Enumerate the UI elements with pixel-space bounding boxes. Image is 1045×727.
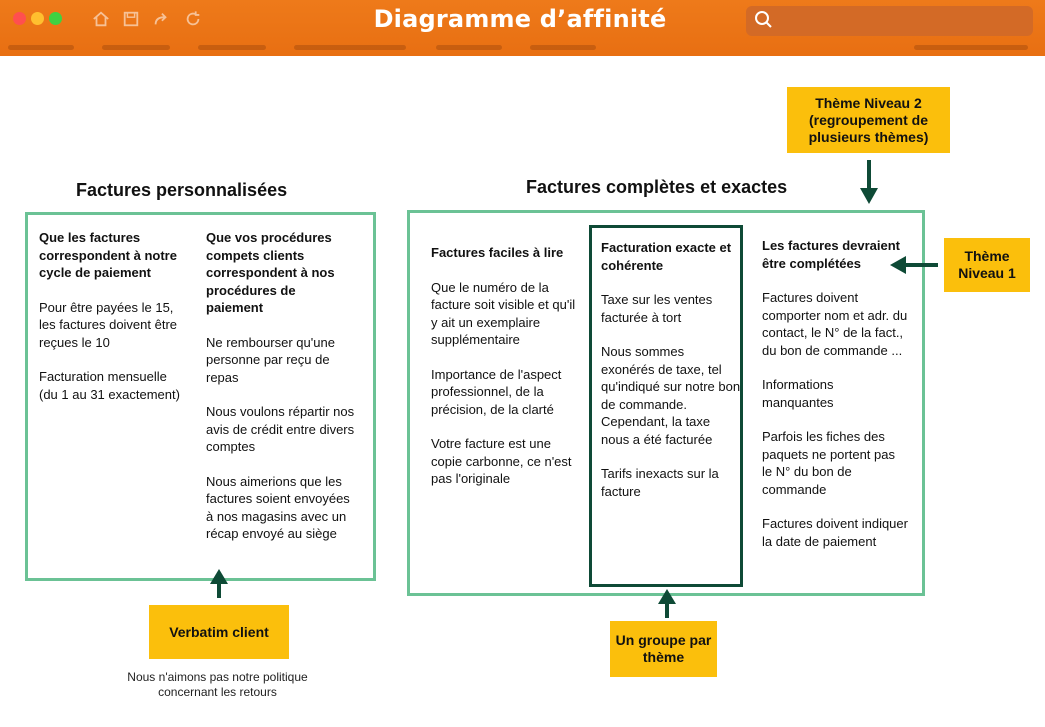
right-column-3 — [762, 237, 908, 567]
verbatim-item: Tarifs inexacts sur la facture — [601, 466, 719, 499]
toolbar-placeholder — [8, 45, 74, 50]
right-group-heading: Factures complètes et exactes — [526, 177, 788, 197]
verbatim-item: Nous sommes exonérés de taxe, tel qu'indiqué sur notre bon de commande. Cependant, la taxe nous a été facturée — [601, 344, 741, 447]
column-title: Que les factures correspondent à notre cycle de paiement — [39, 230, 177, 280]
right-column-1 — [431, 244, 579, 505]
maximize-window-button[interactable] — [49, 12, 62, 25]
verbatim-item: Ne rembourser qu'une personne par reçu de repas — [206, 334, 335, 385]
share-icon[interactable] — [152, 10, 170, 28]
verbatim-item: Parfois les fiches des paquets ne portent pas le N° du bon de commande — [762, 429, 895, 497]
footnote: Nous n'aimons pas notre politique concernant les retours — [127, 670, 308, 699]
verbatim-item: Importance de l'aspect professionnel, de la précision, de la clarté — [431, 366, 562, 417]
arrow-up-icon — [208, 568, 230, 598]
verbatim-item: Facturation mensuelle (du 1 au 31 exactement) — [39, 369, 180, 402]
verbatim-item: Pour être payées le 15, les factures doivent être reçues le 10 — [39, 299, 178, 350]
group-per-theme-label: Un groupe par thème — [610, 621, 717, 677]
save-icon[interactable] — [122, 10, 140, 28]
column-title: Les factures devraient être complétées — [762, 238, 901, 271]
column-title: Factures faciles à lire — [431, 245, 564, 260]
left-column-1 — [39, 229, 185, 420]
verbatim-item: Factures doivent indiquer la date de paiement — [762, 516, 908, 549]
toolbar-placeholder — [198, 45, 266, 50]
verbatim-label: Verbatim client — [149, 605, 289, 659]
arrow-down-icon — [858, 160, 880, 206]
arrow-up-icon — [656, 588, 678, 618]
search-input[interactable] — [746, 6, 1033, 36]
left-group-heading: Factures personnalisées — [76, 180, 288, 200]
verbatim-item: Factures doivent comporter nom et adr. du contact, le N° de la fact., du bon de commande ... — [762, 290, 908, 358]
window-title: Diagramme d’affinité — [373, 5, 667, 33]
verbatim-item: Votre facture est une copie carbonne, ce n'est pas l'originale — [431, 436, 572, 486]
toolbar-placeholder — [102, 45, 170, 50]
toolbar-placeholder — [294, 45, 406, 50]
verbatim-item: Taxe sur les ventes facturée à tort — [601, 292, 713, 325]
minimize-window-button[interactable] — [31, 12, 44, 25]
toolbar-placeholder — [530, 45, 596, 50]
theme-level-1-label: Thème Niveau 1 — [944, 238, 1030, 292]
verbatim-item: Informations manquantes — [762, 377, 834, 410]
title-bar — [0, 0, 1045, 56]
column-title: Facturation exacte et cohérente — [601, 240, 732, 273]
arrow-left-icon — [888, 254, 940, 276]
column-title: Que vos procédures compets clients correspondent à nos procédures de paiement — [206, 230, 335, 315]
right-column-2 — [601, 239, 741, 517]
close-window-button[interactable] — [13, 12, 26, 25]
toolbar-placeholder — [436, 45, 502, 50]
verbatim-item: Nous aimerions que les factures soient envoyées à nos magasins avec un récap envoyé au siège — [206, 473, 350, 541]
search-icon — [754, 10, 774, 30]
home-icon[interactable] — [92, 10, 110, 28]
verbatim-item: Que le numéro de la facture soit visible et qu'il y ait un exemplaire supplémentaire — [431, 279, 576, 347]
left-column-2 — [206, 229, 356, 560]
toolbar-placeholder — [914, 45, 1028, 50]
theme-level-2-label: Thème Niveau 2 (regroupement de plusieurs thèmes) — [787, 87, 950, 153]
verbatim-item: Nous voulons répartir nos avis de crédit entre divers comptes — [206, 404, 355, 454]
refresh-icon[interactable] — [184, 10, 202, 28]
